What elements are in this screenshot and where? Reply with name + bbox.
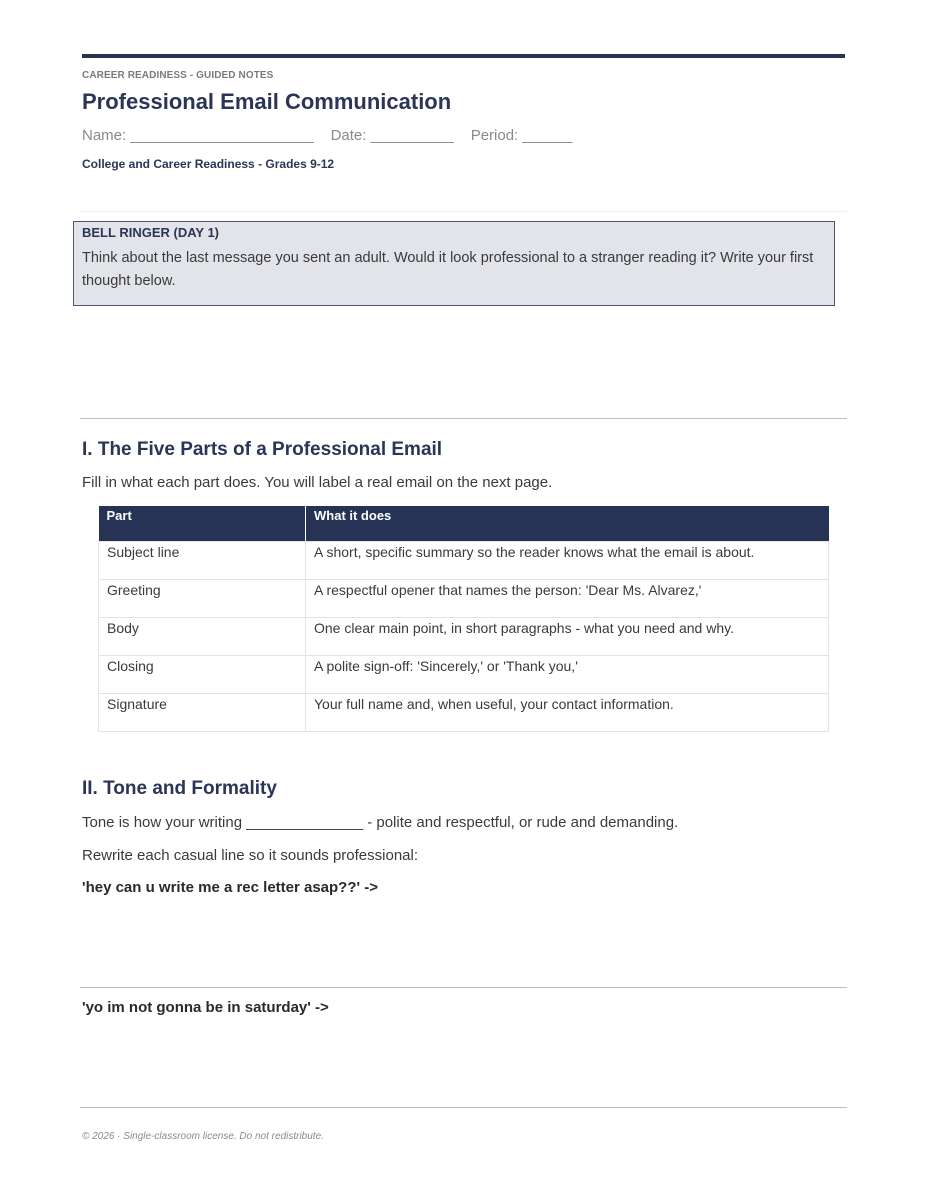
- table-row: [99, 617, 829, 655]
- table-header-row: [99, 506, 829, 541]
- bell-ringer-box: [73, 221, 835, 306]
- email-parts-table: [98, 506, 829, 732]
- bell-ringer-answer-line[interactable]: [80, 418, 847, 419]
- part-cell: Signature: [99, 693, 306, 731]
- description-cell: A short, specific summary so the reader knows what the email is about.: [306, 541, 829, 579]
- rewrite-prompt-1: 'hey can u write me a rec letter asap??' ->: [82, 879, 379, 896]
- tone-definition: Tone is how your writing ______________ - polite and respectful, or rude and demanding.: [82, 814, 679, 831]
- description-cell: A respectful opener that names the person: 'Dear Ms. Alvarez,': [306, 579, 829, 617]
- worksheet-kicker: CAREER READINESS - GUIDED NOTES: [82, 70, 274, 81]
- table-row: [99, 579, 829, 617]
- name-field[interactable]: Name: ______________________: [82, 127, 314, 144]
- part-cell: Subject line: [99, 541, 306, 579]
- bell-ringer-prompt: Think about the last message you sent an adult. Would it look professional to a stranger reading it? Write your first thought below.: [82, 250, 814, 289]
- part-cell: Greeting: [99, 579, 306, 617]
- description-cell: One clear main point, in short paragraphs - what you need and why.: [306, 617, 829, 655]
- table-row: [99, 693, 829, 731]
- part-cell: Closing: [99, 655, 306, 693]
- bell-ringer-label: BELL RINGER (DAY 1): [82, 225, 220, 240]
- license-footer: © 2026 · Single-classroom license. Do not redistribute.: [82, 1131, 324, 1142]
- rewrite-instruction: Rewrite each casual line so it sounds professional:: [82, 847, 419, 864]
- table-row: [99, 655, 829, 693]
- part-cell: Body: [99, 617, 306, 655]
- header-divider: [80, 211, 847, 212]
- section-1-intro: Fill in what each part does. You will label a real email on the next page.: [82, 474, 553, 491]
- page-title: Professional Email Communication: [82, 89, 452, 114]
- student-info-line: [82, 127, 572, 144]
- rewrite-answer-line-1[interactable]: [80, 987, 847, 988]
- rewrite-answer-line-2[interactable]: [80, 1107, 847, 1108]
- section-1-heading: I. The Five Parts of a Professional Email: [82, 439, 443, 460]
- course-subtitle: College and Career Readiness - Grades 9-12: [82, 157, 335, 171]
- description-cell: Your full name and, when useful, your contact information.: [306, 693, 829, 731]
- date-field[interactable]: Date: __________: [330, 127, 455, 144]
- table-row: [99, 541, 829, 579]
- column-header-what-it-does: What it does: [306, 506, 829, 541]
- header-top-rule: [82, 54, 845, 58]
- description-cell: A polite sign-off: 'Sincerely,' or 'Thank you,': [306, 655, 829, 693]
- period-field[interactable]: Period: ______: [470, 127, 573, 144]
- rewrite-prompt-2: 'yo im not gonna be in saturday' ->: [82, 999, 329, 1016]
- section-2-heading: II. Tone and Formality: [82, 778, 277, 799]
- column-header-part: Part: [99, 506, 306, 541]
